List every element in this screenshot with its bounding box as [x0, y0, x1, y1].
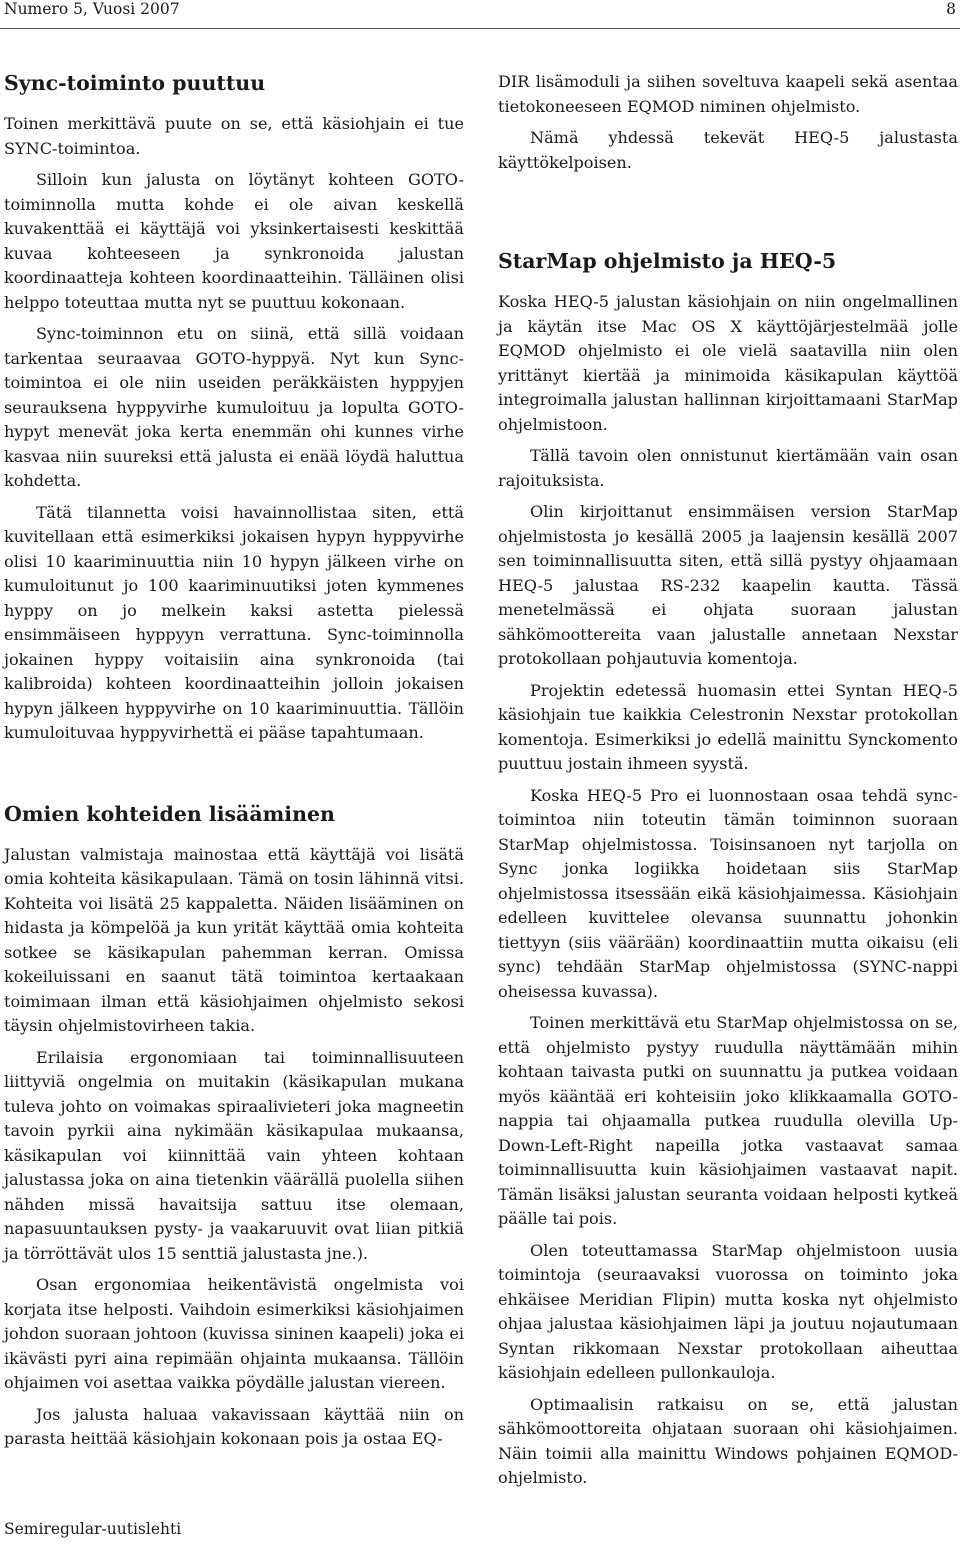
paragraph: Jos jalusta haluaa vakavissaan käyttää niin on parasta heittää käsiohjain kokonaan pois ja ostaa EQ- [4, 1404, 464, 1448]
paragraph: Toinen merkittävä etu StarMap ohjelmistossa on se, että ohjelmisto pystyy ruudulla näyttämään mihin kohtaan taivasta putki on suunnattu ja putkea voidaan myös kääntää eri kohteisiin joko klikkaamalla GOTO-nappia tai ohjaamalla putkea ruudulla olevilla Up-Down-Left-Right napeilla jotka vastaavat samaa toiminnallisuutta kuin käsiohjaimen vastaavat napit. Tämän lisäksi jalustan seuranta voidaan helposti kytkeä päälle tai pois. [498, 1013, 958, 1228]
paragraph: Olen toteuttamassa StarMap ohjelmistoon uusia toimintoja (seuraavaksi vuorossa on toiminto joka ehkäisee Meridian Flipin) mutta koska nyt ohjelmisto ohjaa jalustaa käsiohjaimen läpi ja joutuu nojautumaan Syntan rikkomaan Nexstar protokollaan aiheuttaa käsiohjain edelleen pullonkauloja. [498, 1240, 958, 1382]
running-header [4, 0, 956, 24]
paragraph: Tätä tilannetta voisi havainnollistaa siten, että kuvitellaan että esimerkiksi jokaisen hypyn hyppyvirhe olisi 10 kaariminuuttia niin 10 hypyn jälkeen virhe on kumuloitunut jo 100 kaariminuutiksi joten kymmenes hyppy on jo melkein kaksi astetta pielessä ensimmäiseen hyppyyn verrattuna. Sync-toiminnolla jokainen hyppy voitaisiin aina synkronoida (tai kalibroida) kohteen koordinaatteihin jolloin jokaisen hypyn jälkeen hyppyvirhe on 10 kaariminuuttia. Tällöin kumuloituvaa hyppyvirhettä ei pääse tapahtumaan. [4, 502, 464, 742]
right-column [498, 60, 958, 1498]
paragraph: Projektin edetessä huomasin ettei Syntan HEQ-5 käsiohjain tue kaikkia Celestronin Nexstar protokollan komentoja. Esimerkiksi jo edellä mainittu Synckomento puuttuu jostain ihmeen syystä. [498, 680, 958, 773]
paragraph: Erilaisia ergonomiaan tai toiminnallisuuteen liittyviä ongelmia on muitakin (käsikapulan mukana tuleva johto on voimakas spiraalivieteri joka magneetin tavoin pyrkii aina nykimään käsikapulaa mukaansa, käsikapulan voi kiinnittää vain yhteen kohtaan jalustassa joka on aina tietenkin väärällä puolella siihen nähden missä havaitsija sattuu itse olemaan, napasuuntauksen pysty- ja vaakaruuvit ovat liian pitkiä ja törröttävät ulos 15 senttiä jalustasta jne.). [4, 1047, 464, 1263]
paragraph: DIR lisämoduli ja siihen soveltuva kaapeli sekä asentaa tietokoneeseen EQMOD niminen ohjelmisto. [498, 72, 958, 116]
paragraph: Koska HEQ-5 jalustan käsiohjain on niin ongelmallinen ja käytän itse Mac OS X käyttöjärjestelmää jolle EQMOD ohjelmisto ei ole vielä saatavilla niin olen yrittänyt kiertää ja minimoida käsikapulan käyttöä integroimalla jalustan hallinnan kirjoittamaani StarMap ohjelmistoon. [498, 292, 958, 434]
paragraph: Jalustan valmistaja mainostaa että käyttäjä voi lisätä omia kohteita käsikapulaan. Tämä on tosin lähinnä vitsi. Kohteita voi lisätä 25 kappaletta. Näiden lisääminen on hidasta ja kömpelöä ja kun yrität käyttää omia kohteita sotkee se käsikapulan pahemman kerran. Omissa kokeiluissani en saanut tätä toimintoa kertaakaan toimimaan ilman että käsiohjaimen ohjelmisto sekosi täysin ohjelmistovirheen takia. [4, 844, 464, 1035]
paragraph: Koska HEQ-5 Pro ei luonnostaan osaa tehdä sync-toimintoa niin toteutin tämän toiminnon suoraan StarMap ohjelmistossa. Toisinsanoen nyt tarjolla on Sync jonka logiikka hoidetaan siis StarMap ohjelmistossa itsessään eikä käsiohjaimessa. Käsiohjain edelleen kuvittelee olevansa suunnattu johonkin tiettyyn (siis väärään) koordinaattiin mutta oikaisu (eli sync) tehdään StarMap ohjelmistossa (SYNC-nappi oheisessa kuvassa). [498, 785, 958, 1001]
section-spacer [4, 753, 464, 789]
section-heading-starmap: StarMap ohjelmisto ja HEQ-5 [498, 249, 837, 273]
page-number: 8 [946, 0, 956, 18]
paragraph: Osan ergonomiaa heikentävistä ongelmista voi korjata itse helposti. Vaihdoin esimerkiksi käsiohjaimen johdon suoraan johtoon (kuvissa sininen kaapeli) joka ei ikävästi pyri aina repimään ohjainta mukaansa. Tällöin ohjaimen voi asettaa vaikka pöydälle jalustan viereen. [4, 1275, 464, 1392]
header-divider [0, 28, 960, 29]
paragraph: Tällä tavoin olen onnistunut kiertämään vain osan rajoituksista. [498, 446, 958, 490]
publication-footer: Semiregular-uutislehti [4, 1520, 182, 1538]
section-heading-sync: Sync-toiminto puuttuu [4, 71, 266, 95]
paragraph: Toinen merkittävä puute on se, että käsiohjain ei tue SYNC-toimintoa. [4, 114, 464, 158]
issue-label: Numero 5, Vuosi 2007 [4, 0, 180, 18]
section-heading-own-objects: Omien kohteiden lisääminen [4, 801, 335, 826]
paragraph: Sync-toiminnon etu on siinä, että sillä voidaan tarkentaa seuraavaa GOTO-hyppyä. Nyt kun Sync-toimintoa ei ole niin useiden peräkkäisten hyppyjen seurauksena hyppyvirhe kumuloituu ja lopulta GOTO-hypyt menevät joka kerta enemmän ohi kunnes virhe kasvaa niin suureksi että jalusta ei enää löydä haluttua kohdetta. [4, 324, 464, 490]
paragraph: Optimaalisin ratkaisu on se, että jalustan sähkömoottoreita ohjataan suoraan ohi käsiohjaimen. Näin toimii alla mainittu Windows pohjainen EQMOD-ohjelmisto. [498, 1394, 958, 1487]
left-column [4, 60, 464, 1459]
paragraph: Silloin kun jalusta on löytänyt kohteen GOTO-toiminnolla mutta kohde ei ole aivan keskellä kuvakenttää ei käyttäjä voi yksinkertaisesti keskittää kuvaa kohteeseen ja synkronoida jalustan koordinaatteja kohteen koordinaatteihin. Tälläinen olisi helppo toteuttaa mutta nyt se puuttuu kokonaan. [4, 170, 464, 312]
paragraph: Nämä yhdessä tekevät HEQ-5 jalustasta käyttökelpoisen. [498, 128, 958, 172]
section-spacer [498, 182, 958, 236]
paragraph: Olin kirjoittanut ensimmäisen version StarMap ohjelmistosta jo kesällä 2005 ja laajensin kesällä 2007 sen toiminnallisuutta siten, että sillä pystyy ohjaamaan HEQ-5 jalustaa RS-232 kaapelin kautta. Tässä menetelmässä ei ohjata suoraan jalustan sähkömoottereita vaan jalustalle annetaan Nexstar protokollaan pohjautuvia komentoja. [498, 502, 958, 668]
